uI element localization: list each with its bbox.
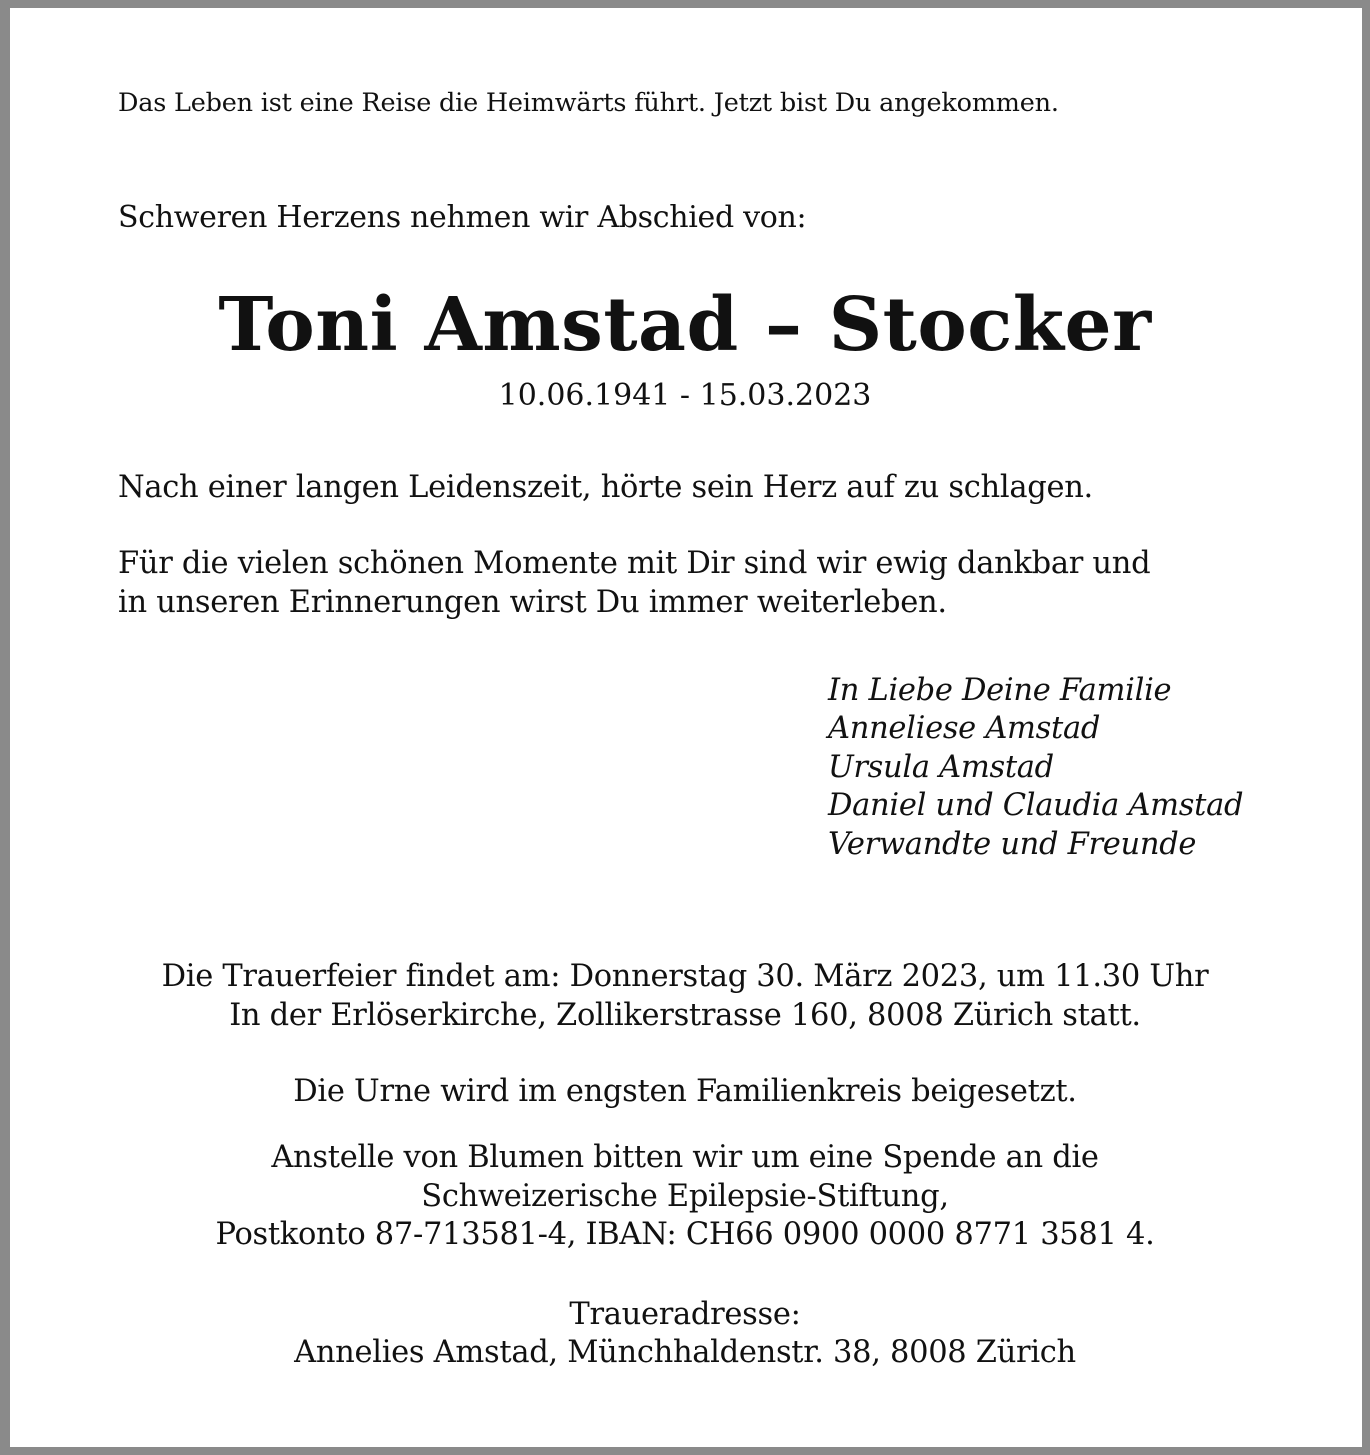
body-line-3: in unseren Erinnerungen wirst Du immer weiterleben. [118,585,947,620]
signature-line: Ursula Amstad [828,750,1054,785]
body-line-2: Für die vielen schönen Momente mit Dir sind wir ewig dankbar und [118,546,1151,581]
donation-line: Anstelle von Blumen bitten wir um eine Spende an die [271,1140,1099,1175]
donation-line: Schweizerische Epilepsie-Stiftung, [421,1179,949,1214]
signature-line: Verwandte und Freunde [828,827,1197,862]
body-line-1: Nach einer langen Leidenszeit, hörte sein Herz auf zu schlagen. [118,470,1093,505]
signature-line: Anneliese Amstad [828,711,1101,746]
address-label: Traueradresse: [569,1297,801,1332]
motto: Das Leben ist eine Reise die Heimwärts führt. Jetzt bist Du angekommen. [118,88,1059,118]
signature-line: In Liebe Deine Familie [828,673,1172,708]
intro-line: Schweren Herzens nehmen wir Abschied von: [118,200,807,235]
address-value: Annelies Amstad, Münchhaldenstr. 38, 8008 Zürich [294,1335,1076,1370]
donation-line: Postkonto 87-713581-4, IBAN: CH66 0900 0000 8771 3581 4. [215,1217,1155,1252]
ceremony-line: In der Erlöserkirche, Zollikerstrasse 160, 8008 Zürich statt. [229,998,1141,1033]
urn-info: Die Urne wird im engsten Familienkreis beigesetzt. [293,1074,1077,1109]
ceremony-line: Die Trauerfeier findet am: Donnerstag 30. März 2023, um 11.30 Uhr [161,959,1209,994]
deceased-name: Toni Amstad – Stocker [218,282,1152,368]
life-dates: 10.06.1941 - 15.03.2023 [498,378,872,413]
signature-line: Daniel und Claudia Amstad [828,788,1244,823]
